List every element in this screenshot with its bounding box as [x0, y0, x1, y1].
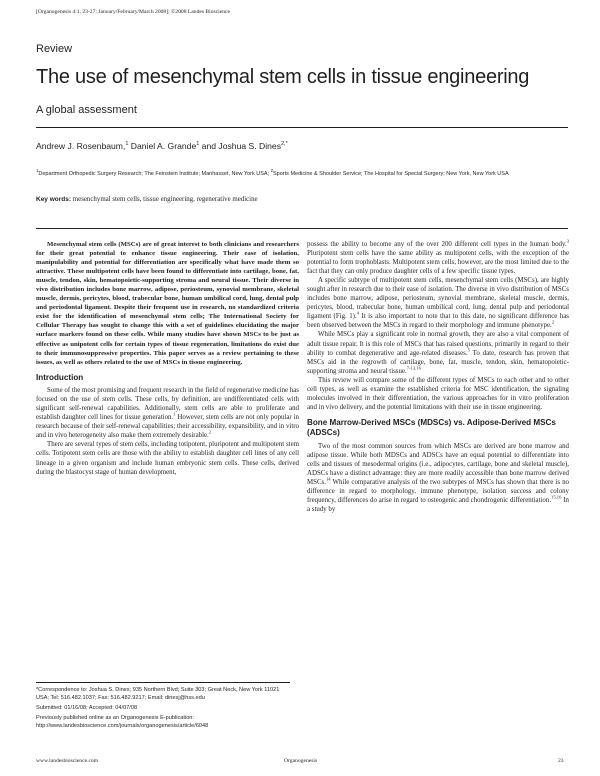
- paragraph-text: Some of the most promising and frequent research in the field of regenerative medicine has focused on the use of stem cells. These cells, by definition, are undifferentiated cells with significant self-renewal capabilities. Additionally, stem cells are able to proliferate and establish daughter cell lines for tissue generation.: [36, 387, 299, 422]
- footnote-divider: [36, 682, 290, 683]
- affiliation-text: Department Orthopedic Surgery Research; The Feinstein Institute; Manhasset, New York USA;: [38, 170, 271, 177]
- section-heading: Bone Marrow-Derived MSCs (MDSCs) vs. Adipose-Derived MSCs (ADSCs): [307, 417, 556, 438]
- keywords-divider: [36, 228, 568, 229]
- reference-mark: 3: [566, 238, 569, 244]
- submission-dates: Submitted: 01/16/08; Accepted: 04/07/08: [36, 704, 138, 711]
- body-paragraph: There are several types of stem cells, including totipotent, pluripotent and multipotent stem cells. Totipotent stem cells are those with the ability to establish daughter cell lines of any cell lineage in a given organism and include human embryonic stem cells. These cells, derived during the blastocyst stage of human development,: [36, 441, 299, 476]
- reference-mark: 1: [173, 412, 176, 417]
- keywords: [36, 196, 568, 203]
- reference-mark: 15,16: [551, 494, 562, 500]
- body-paragraph: This review will compare some of the different types of MSCs to each other and to other cell types, as well as examine the established criteria for MSC identification, the signaling molecules involved in their differentiation, the various approaches for in vitro proliferation and in vivo delivery, and the potential limitations with their use in tissue engineering.: [307, 376, 569, 411]
- reference-mark: 2: [208, 430, 212, 436]
- author-affiliation-mark: 1: [125, 141, 129, 148]
- body-paragraph: [307, 276, 569, 330]
- body-paragraph: [307, 240, 569, 276]
- body-paragraph: [307, 442, 569, 514]
- reference-mark: 4: [356, 311, 359, 317]
- paragraph-text: While MSCs play a significant role in normal growth, they are also a vital component of adult tissue repair. It is this role of MSCs that has raised questions, primarily in regard to their ability to combat degenerative and age-related diseases.: [307, 331, 569, 357]
- article-title: The use of mesenchymal stem cells in tissue engineering: [36, 66, 530, 88]
- reference-mark: 7-13,16: [406, 365, 421, 371]
- affiliations: [36, 167, 568, 178]
- footer-journal: Organogenesis: [284, 758, 318, 764]
- introduction-heading: Introduction: [36, 372, 84, 382]
- affiliation-mark: 2: [270, 168, 274, 173]
- header-divider: [36, 127, 568, 128]
- journal-citation: [Organogenesis 4:1, 23-27; January/February/March 2008]; ©2008 Landes Bioscience: [36, 9, 230, 15]
- epub-notice: Previously published online as an Organogenesis E-publication: http://www.landesbioscience.com/journals/organogenesis/article/6048: [36, 715, 209, 729]
- paragraph-text: To date, research has proven that MSCs aid in the regrowth of cartilage, bone, fat, muscle, tendon, skin, hematopoietic-supporting stroma and neural tissue.: [307, 349, 569, 375]
- article-type-label: Review: [36, 43, 73, 55]
- keywords-label: Key words:: [36, 196, 72, 203]
- correspondence-footnote: [36, 687, 290, 733]
- affiliation-text: Sports Medicine & Shoulder Service; The Hospital for Special Surgery; New York, New York USA: [273, 170, 509, 177]
- article-subtitle: A global assessment: [36, 104, 137, 116]
- abstract: Mesenchymal stem cells (MSCs) are of great interest to both clinicians and researchers for their great potential to enhance tissue engineering. Their ease of isolation, manipulability and potential for differentiation are specifically what have made them so attractive. These multipotent cells have been found to differentiate into cartilage, bone, fat, muscle, tendon, skin, hematopoietic-supporting stroma and neural tissue. Their diverse in vivo distribution includes bone marrow, adipose, periosteum, synovial membrane, skeletal muscle, dermis, pericytes, blood, trabecular bone, human umbilical cord, lung, dental pulp and periodontal ligament. Despite their frequent use in research, no standardized criteria exist for the identification of mesenchymal stem cells; The International Society for Cellular Therapy has sought to change this with a set of guidelines elucidating the major surface markers found on these cells. While many studies have shown MSCs to be just as effective as unipotent cells for certain types of tissue regeneration, limitations do exist due to their immunosuppressive properties. This paper serves as a review pertaining to these issues, as well as others related to the use of MSCs in tissue engineering.: [36, 241, 299, 366]
- correspondence-text: *Correspondence to: Joshua S. Dines; 935 Northern Blvd; Suite 303; Great Neck, New York 11021 USA; Tel: 516.482.1037; Fax: 516.482.9217; Email: dinesj@hss.edu: [36, 687, 280, 701]
- paragraph-text: Two of the most common sources from which MSCs are derived are bone marrow and adipose tissue. While both MDSCs and ADSCs have an equal potential to differentiate into cells and tissues of mesodermal origins (i.e., adipocytes, cartilage, bone and skeletal muscle), ADSCs have a distinct advantage: they are more readily accessible than bone marrow derived MSCs.: [307, 442, 569, 487]
- reference-mark: 14: [325, 476, 331, 482]
- paragraph-text: possess the ability to become any of the over 200 different cell types in the human body.: [307, 241, 567, 248]
- right-column: [307, 240, 569, 514]
- left-column: [36, 240, 299, 477]
- keywords-list: mesenchymal stem cells, tissue engineering, regenerative medicine: [71, 196, 258, 203]
- author-list: [36, 141, 288, 151]
- affiliation-mark: 1: [36, 168, 39, 173]
- author-name: Andrew J. Rosenbaum,: [36, 141, 126, 151]
- author-name: Daniel A. Grande: [128, 141, 197, 151]
- paragraph-text: It is also important to note that to this date, no significant difference has been observed between the MSCs in regard to their morphology and immune phenotype.: [307, 313, 569, 330]
- body-paragraph: [36, 386, 299, 440]
- body-paragraph: [307, 330, 569, 375]
- page-number: 23: [558, 758, 564, 764]
- paragraph-text: Pluripotent stem cells have the same ability as multipotent cells, with the exception of the potential to form trophoblasts. Multipotent stem cells, however, are the most limited due to the fact that they can only produce daughter cells of a few specific tissue types.: [307, 250, 569, 276]
- author-affiliation-mark: 1: [196, 141, 200, 148]
- reference-mark: 2: [551, 320, 555, 326]
- reference-mark: 5: [467, 347, 470, 353]
- paragraph-text: A specific subtype of multipotent stem cells, mesenchymal stem cells (MSCs), are highly sought after in research due to their ease of isolation. The diverse in vivo distribution of MSCs includes bone marrow, adipose, periosteum, synovial membrane, skeletal muscle, dermis, pericytes, blood, trabecular bone, human umbilical cord, lung, dental pulp and periodontal ligament (Fig. 1).: [307, 277, 569, 321]
- author-affiliation-mark: 2,*: [281, 141, 288, 148]
- paragraph-text: While comparative analysis of the two subtypes of MSCs has shown that there is no difference in regard to morphology, immune phenotype, isolation success and colony frequency, differences do arise in regard to osteogenic and chondrogenic differentiation.: [307, 479, 569, 505]
- author-name: and Joshua S. Dines: [199, 141, 281, 151]
- paragraph-text: In a study by: [307, 497, 569, 514]
- footer-website: www.landesbioscience.com: [36, 758, 99, 764]
- paragraph-text: However, stem cells are not only popular in research because of their self-renewal capabilities; their accessibility, expansibility, and in vitro and in vivo heterogeneity also make them extremely desirable.: [36, 414, 299, 440]
